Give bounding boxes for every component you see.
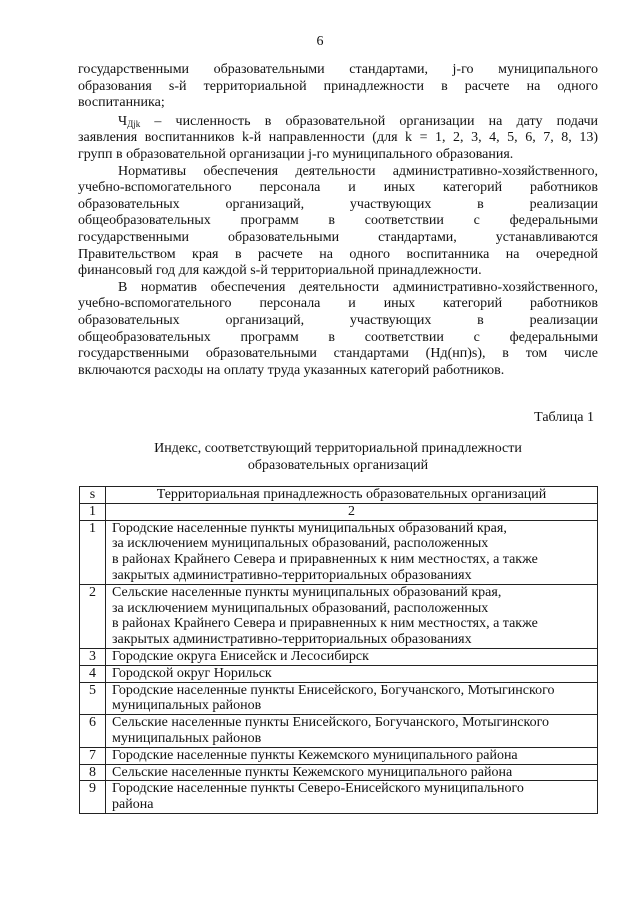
territorial-index-table: [79, 486, 598, 814]
paragraph-3: [78, 164, 598, 280]
cell-line: в районах Крайнего Севера и приравненных к ним местностях, а также: [112, 552, 538, 568]
cell-line: Городские населенные пункты муниципальных образований края,: [112, 520, 507, 536]
body-text: [78, 62, 598, 379]
table-row: [80, 781, 598, 814]
text-line: образовательных организаций, участвующих в реализации: [78, 312, 598, 328]
table-title: [78, 440, 598, 474]
cell-line: Городские населенные пункты Северо-Енисейского муниципального: [112, 781, 524, 797]
cell-line: в районах Крайнего Севера и приравненных к ним местностях, а также: [112, 616, 538, 632]
row-index: 7: [80, 747, 106, 764]
table-row: [80, 665, 598, 682]
variable-subscript: Дjk: [127, 118, 141, 129]
cell-line: за исключением муниципальных образований, расположенных: [112, 600, 489, 616]
table-row: [80, 520, 598, 584]
text-line: заявления воспитанников k-й направленности (для k = 1, 2, 3, 4, 5, 6, 7, 8, 13): [78, 130, 598, 146]
cell-line: муниципальных районов: [112, 698, 262, 714]
row-index: 2: [80, 584, 106, 648]
text-line: учебно-вспомогательного персонала и иных категорий работников: [78, 296, 598, 312]
row-territory: [106, 665, 598, 682]
table-label: Таблица 1: [534, 410, 594, 425]
table-row: [80, 747, 598, 764]
row-territory: [106, 520, 598, 584]
row-territory: [106, 715, 598, 748]
text-line: финансовый год для каждой s-й территориальной принадлежности.: [78, 263, 482, 279]
table-row: [80, 584, 598, 648]
row-territory: [106, 584, 598, 648]
table-column-number-row: [80, 503, 598, 520]
text-fragment: – численность в образовательной организации на дату подачи: [140, 113, 598, 129]
text-line: государственными образовательными стандартами, устанавливаются: [78, 229, 598, 245]
table-title-line: образовательных организаций: [247, 458, 429, 473]
cell-line: Городские округа Енисейск и Лесосибирск: [112, 648, 369, 664]
table-row: [80, 682, 598, 715]
text-line: общеобразовательных программ в соответствии с федеральными: [78, 329, 598, 345]
row-territory: [106, 648, 598, 665]
cell-line: Сельские населенные пункты муниципальных образований края,: [112, 584, 502, 600]
table-title-line: Индекс, соответствующий территориальной принадлежности: [154, 441, 522, 456]
table-row: [80, 648, 598, 665]
table-row: [80, 715, 598, 748]
cell-line: района: [112, 797, 154, 813]
row-territory: [106, 682, 598, 715]
column-number: 1: [80, 503, 106, 520]
row-index: 4: [80, 665, 106, 682]
row-territory: [106, 781, 598, 814]
text-line: групп в образовательной организации j-го муниципального образования.: [78, 146, 514, 162]
row-index: 5: [80, 682, 106, 715]
row-territory: [106, 764, 598, 781]
row-index: 6: [80, 715, 106, 748]
row-index: 8: [80, 764, 106, 781]
table-header-row: [80, 487, 598, 504]
text-line: общеобразовательных программ в соответствии с федеральными: [78, 213, 598, 229]
cell-line: Сельские населенные пункты Кежемского муниципального района: [112, 764, 513, 780]
page-number: 6: [316, 34, 324, 49]
cell-line: закрытых административно-территориальных образованиях: [112, 632, 472, 648]
header-territory: Территориальная принадлежность образовательных организаций: [106, 487, 598, 504]
row-territory: [106, 747, 598, 764]
table-row: [80, 764, 598, 781]
text-line: государственными образовательными стандартами (Нд(нп)s), в том числе: [78, 346, 598, 362]
text-line: образования s-й территориальной принадлежности в расчете на одного: [78, 78, 598, 94]
paragraph-4: [78, 280, 598, 380]
text-line-with-symbol: [78, 114, 598, 131]
text-line: учебно-вспомогательного персонала и иных категорий работников: [78, 180, 598, 196]
paragraph-1: [78, 62, 598, 112]
row-index: 9: [80, 781, 106, 814]
column-number: 2: [106, 503, 598, 520]
cell-line: за исключением муниципальных образований, расположенных: [112, 536, 489, 552]
cell-line: Городской округ Норильск: [112, 665, 272, 681]
variable-symbol: Ч: [118, 113, 128, 129]
cell-line: Сельские населенные пункты Енисейского, Богучанского, Мотыгинского: [112, 715, 549, 731]
paragraph-2: [78, 114, 598, 164]
row-index: 3: [80, 648, 106, 665]
row-index: 1: [80, 520, 106, 584]
text-line: образовательных организаций, участвующих в реализации: [78, 196, 598, 212]
cell-line: муниципальных районов: [112, 730, 262, 746]
text-line: Правительством края в расчете на одного воспитанника на очередной: [78, 246, 598, 262]
text-line: воспитанника;: [78, 95, 165, 111]
text-line: включаются расходы на оплату труда указанных категорий работников.: [78, 362, 505, 378]
cell-line: Городские населенные пункты Кежемского муниципального района: [112, 747, 518, 763]
cell-line: закрытых административно-территориальных образованиях: [112, 567, 472, 583]
text-line: Нормативы обеспечения деятельности административно-хозяйственного,: [118, 163, 598, 179]
text-line: В норматив обеспечения деятельности административно-хозяйственного,: [118, 279, 598, 295]
cell-line: Городские населенные пункты Енисейского, Богучанского, Мотыгинского: [112, 682, 555, 698]
text-line: государственными образовательными стандартами, j-го муниципального: [78, 62, 598, 77]
header-s: s: [80, 487, 106, 504]
